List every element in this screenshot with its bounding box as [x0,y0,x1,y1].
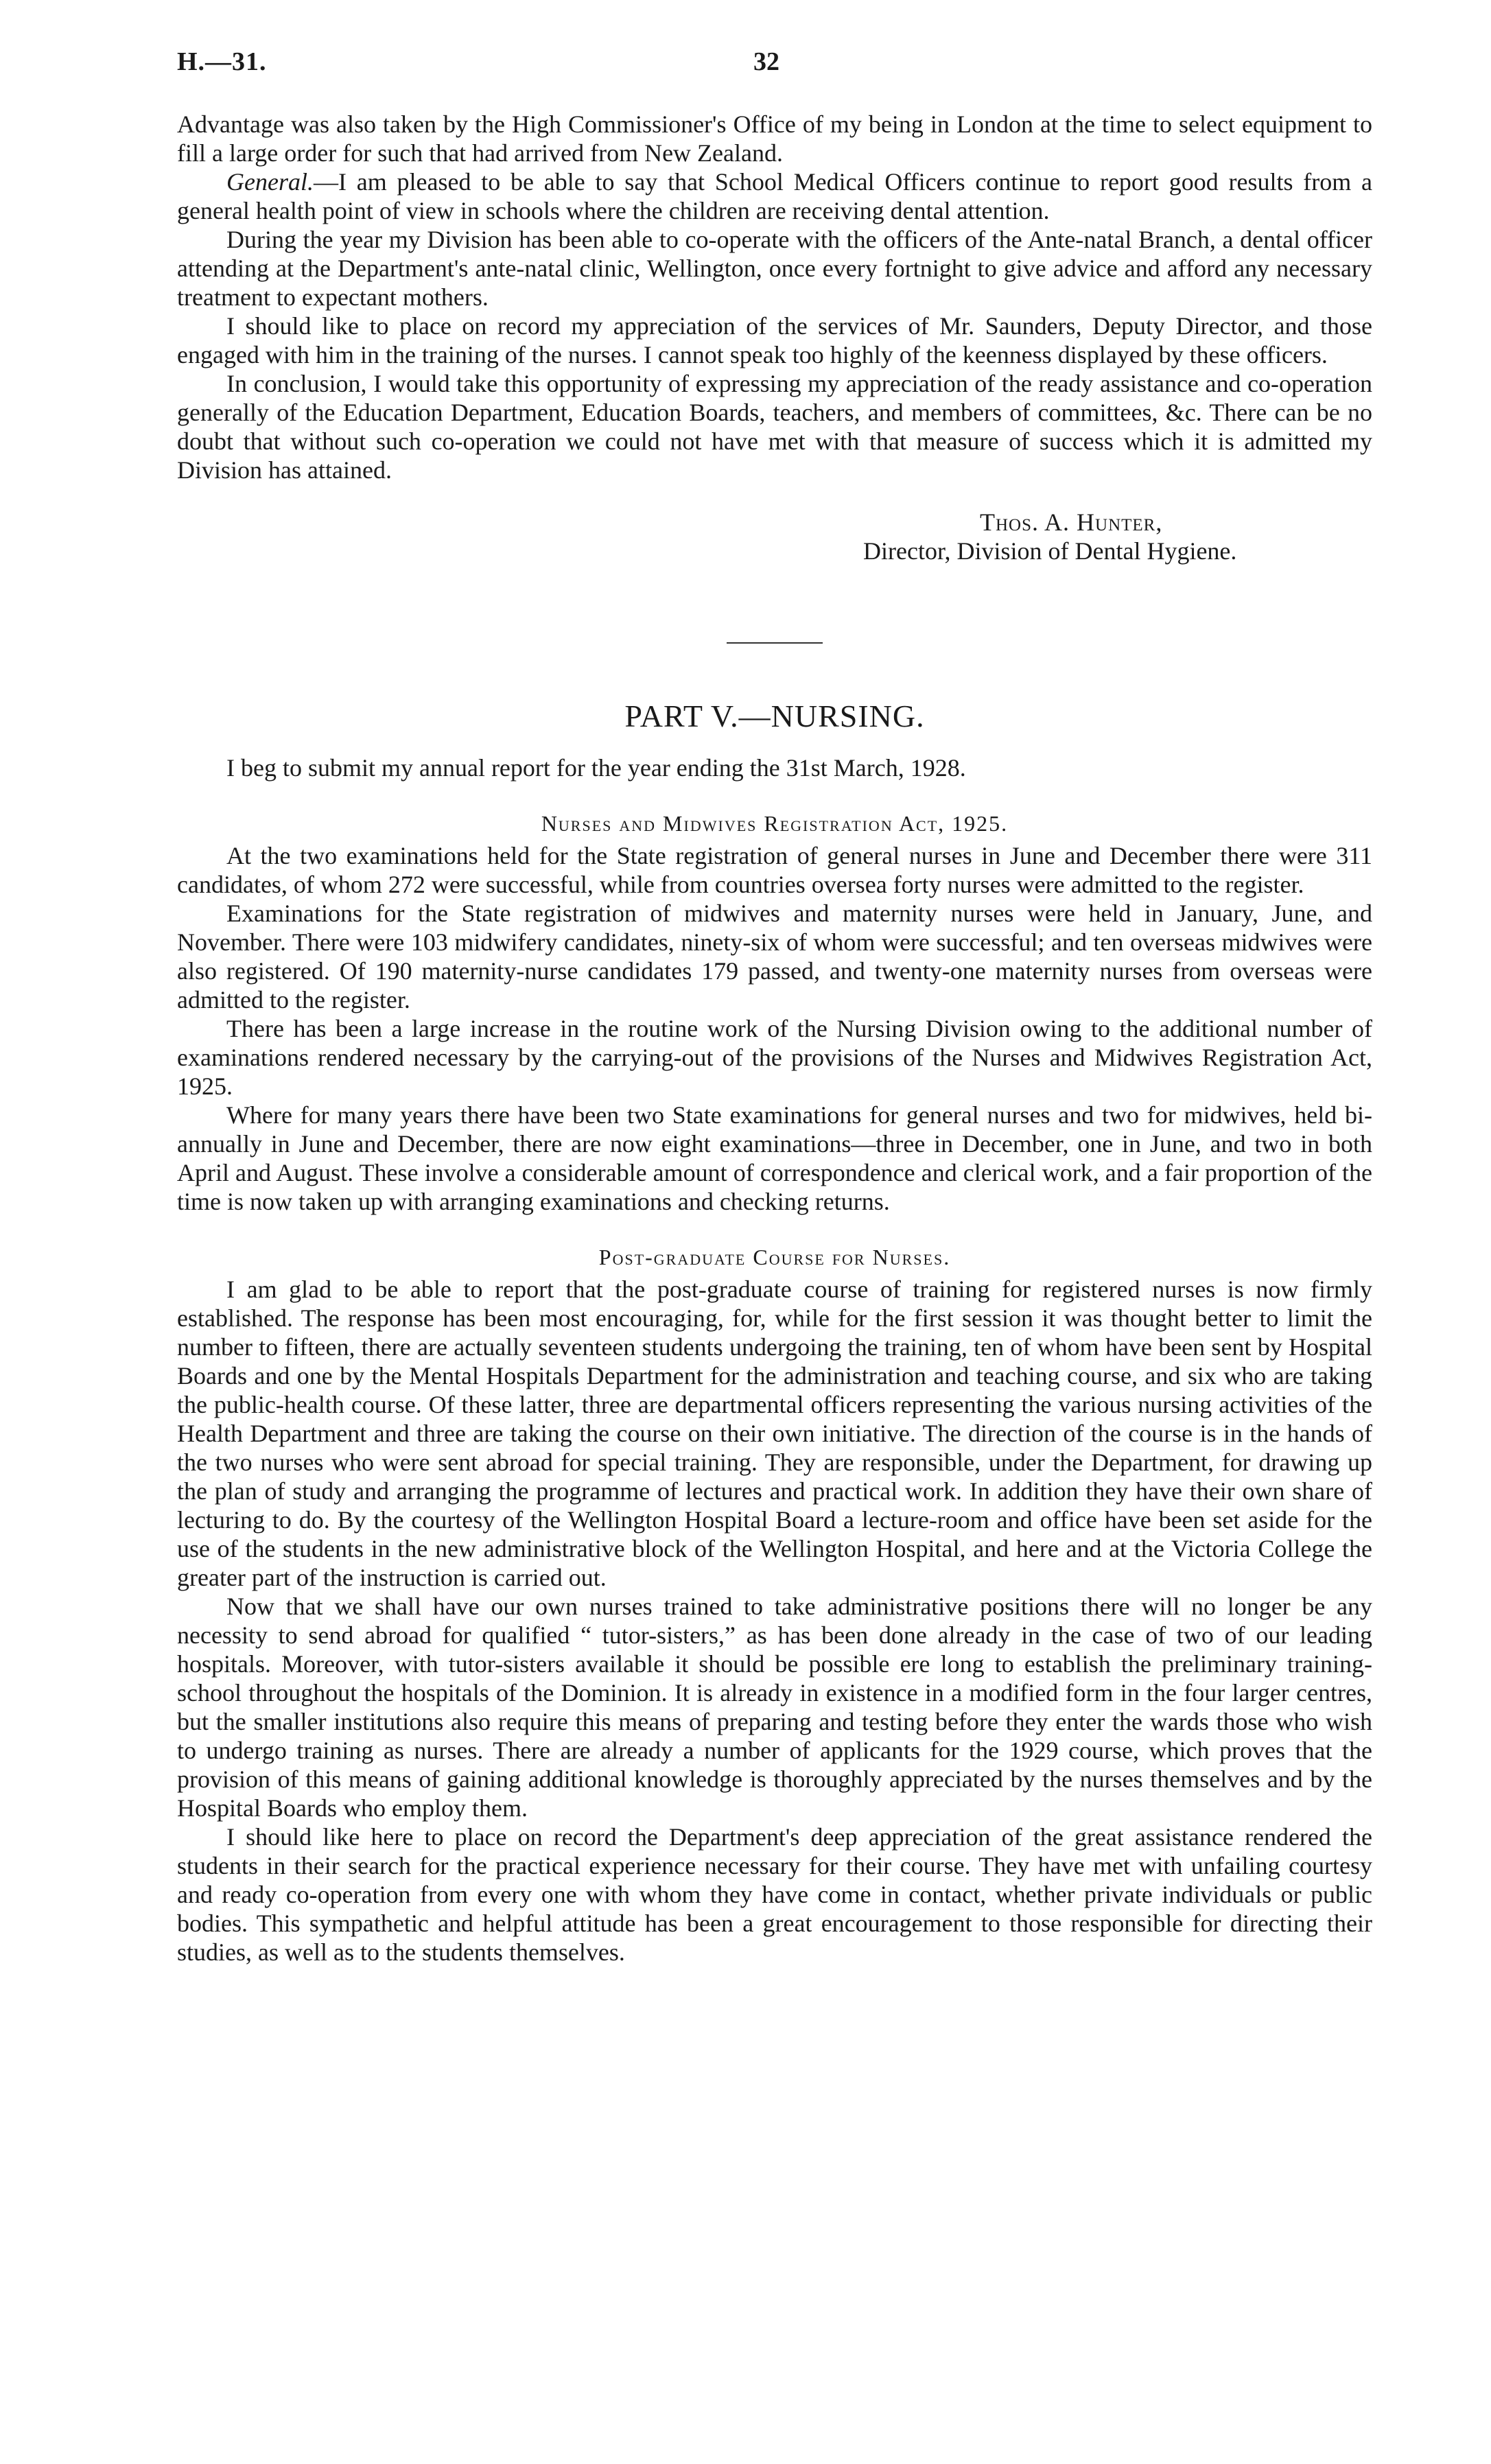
paragraph: I should like here to place on record the Department's deep appreciation of the great assistance rendered the students in their search for the practical experience necessary for their course. They have met with unfailing courtesy and ready co-operation from every one with whom they have come in contact, whether private individuals or public bodies. This sympathetic and helpful attitude has been a great encouragement to those responsible for directing their studies, as well as to the students themselves. [177,1823,1372,1966]
paragraph: I should like to place on record my appreciation of the services of Mr. Saunders, Deputy Director, and those engaged with him in the training of the nurses. I cannot speak too highly of the keenness displayed by these officers. [177,312,1372,368]
paragraph: At the two examinations held for the State registration of general nurses in June and December there were 311 candidates, of whom 272 were successful, while from countries oversea forty nurses were admitted to the register. [177,842,1372,898]
paragraph: Now that we shall have our own nurses trained to take administrative positions there will no longer be any necessity to send abroad for qualified “ tutor-sisters,” as has been done already in the case of two of our leading hospitals. Moreover, with tutor-sisters available it should be possible ere long to establish the preliminary training-school throughout the hospitals of the Dominion. It is already in existence in a modified form in the four larger centres, but the smaller institutions also require this means of preparing and testing before they enter the wards those who wish to undergo training as nurses. There are already a number of applicants for the 1929 course, which proves that the provision of this means of gaining additional knowledge is thoroughly appreciated by the nurses themselves and by the Hospital Boards who employ them. [177,1593,1372,1822]
paragraph: Advantage was also taken by the High Commissioner's Office of my being in London at the time to select equipment to fill a large order for such that had arrived from New Zealand. [177,110,1372,167]
page-number: 32 [753,47,779,76]
document-reference: H.—31. [177,47,267,76]
body-text [177,110,1372,1967]
paragraph: In conclusion, I would take this opportunity of expressing my appreciation of the ready assistance and co-operation generally of the Education Department, Education Boards, teachers, and members of committees, &c. There can be no doubt that without such co-operation we could not have met with that measure of success which it is admitted my Division has attained. [177,370,1372,484]
general-text: —I am pleased to be able to say that School Medical Officers continue to report good results from a general health point of view in schools where the children are receiving dental attention. [177,168,1372,224]
section-divider [727,642,823,644]
paragraph: I am glad to be able to report that the post-graduate course of training for registered nurses is now firmly established. The response has been most encouraging, for, while for the first session it was thought better to limit the number to fifteen, there are actually seventeen students undergoing the training, ten of whom have been sent by Hospital Boards and one by the Mental Hospitals Department for the administration and teaching course, and six who are taking the public-health course. Of these latter, three are departmental officers representing the various nursing activities of the Health Department and three are taking the course on their own initiative. The direction of the course is in the hands of the two nurses who were sent abroad for special training. They are responsible, under the Department, for drawing up the plan of study and arranging the programme of lectures and practical work. In addition they have their own share of lecturing to do. By the courtesy of the Wellington Hospital Board a lecture-room and office have been set aside for the use of the students in the new administrative block of the Wellington Hospital, and here and at the Victoria College the greater part of the instruction is carried out. [177,1276,1372,1591]
signature-block [863,508,1372,565]
part-title: PART V.—NURSING. [624,699,925,734]
general-label: General. [226,168,314,196]
signature-title: Director, Division of Dental Hygiene. [863,537,1237,565]
intro-paragraph: I beg to submit my annual report for the year ending the 31st March, 1928. [226,754,966,782]
page-header [177,47,1372,88]
section-heading: Post-graduate Course for Nurses. [598,1245,951,1269]
paragraph: Examinations for the State registration of midwives and maternity nurses were held in January, June, and November. There were 103 midwifery candidates, ninety-six of whom were successful; and ten overseas midwives were also registered. Of 190 maternity-nurse candidates 179 passed, and twenty-one maternity nurses from overseas were admitted to the register. [177,900,1372,1013]
paragraph: Where for many years there have been two State examinations for general nurses and two for midwives, held bi-annually in June and December, there are now eight examinations—three in December, one in June, and two in both April and August. These involve a considerable amount of correspondence and clerical work, and a fair proportion of the time is now taken up with arranging examinations and checking returns. [177,1101,1372,1215]
paragraph-general [177,167,1372,225]
paragraph: During the year my Division has been able to co-operate with the officers of the Ante-natal Branch, a dental officer attending at the Department's ante-natal clinic, Wellington, once every fortnight to give advice and afford any necessary treatment to expectant mothers. [177,226,1372,311]
signature-name: Thos. A. Hunter, [980,508,1163,536]
section-heading: Nurses and Midwives Registration Act, 1925. [541,811,1009,836]
paragraph: There has been a large increase in the routine work of the Nursing Division owing to the additional number of examinations rendered necessary by the carrying-out of the provisions of the Nurses and Midwives Registration Act, 1925. [177,1015,1372,1100]
